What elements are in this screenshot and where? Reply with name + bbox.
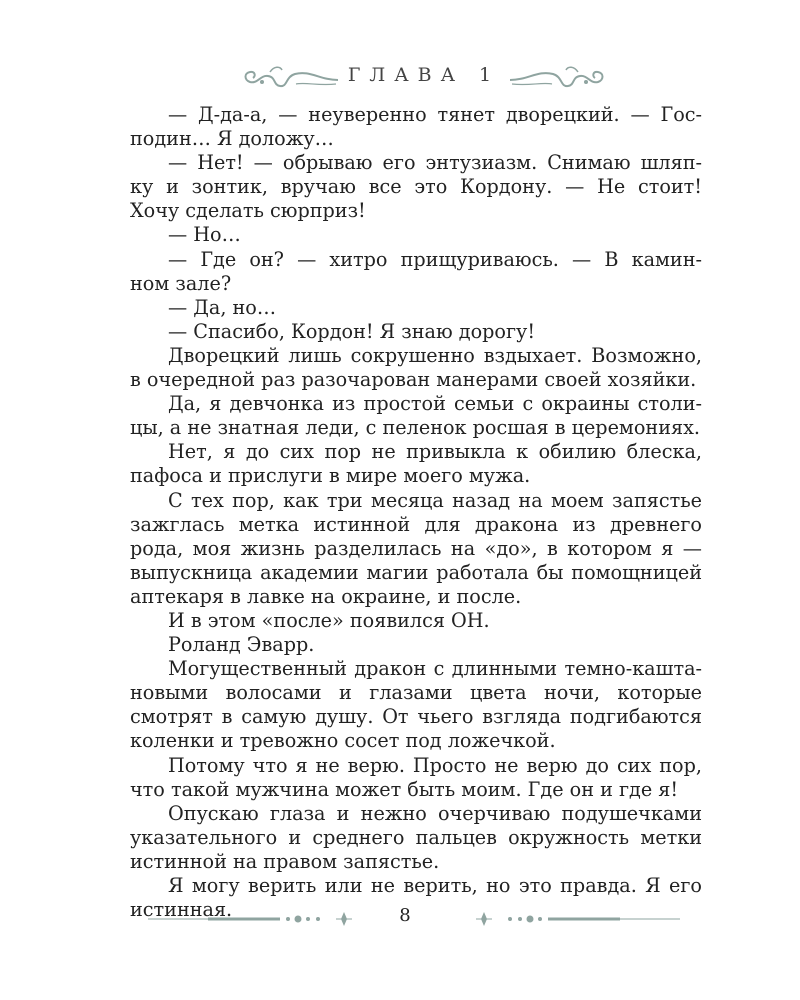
- text-line: что такой мужчина может быть моим. Где он и где я!: [130, 777, 679, 801]
- text-line: Нет, я до сих пор не привыкла к обилию блеска,: [168, 440, 702, 464]
- text-line: цы, а не знатная леди, с пеленок росшая в церемониях.: [130, 416, 701, 440]
- text-line: Хочу сделать сюрприз!: [130, 199, 366, 223]
- text-line: — Д-да-а, — неуверенно тянет дворецкий. — Гос-: [168, 103, 702, 126]
- text-line: — Нет! — обрываю его энтузиазм. Снимаю шляп-: [168, 151, 702, 175]
- text-line: пафоса и прислуги в мире моего мужа.: [130, 464, 531, 488]
- text-line: смотрят в самую душу. От чьего взгляда подгибаются: [130, 705, 702, 729]
- text-line: С тех пор, как три месяца назад на моем запястье: [168, 488, 702, 512]
- chapter-header: [0, 58, 800, 98]
- text-line: истинной на правом запястье.: [130, 849, 440, 873]
- page-number: 8: [399, 905, 411, 926]
- text-line: в очередной раз разочарован манерами своей хозяйки.: [130, 368, 697, 392]
- text-line: истинная.: [130, 898, 233, 922]
- text-line: подин… Я доложу…: [130, 127, 334, 151]
- text-line: И в этом «после» появился ОН.: [168, 608, 490, 632]
- text-line: ку и зонтик, вручаю все это Кордону. — Не стоит!: [130, 175, 702, 199]
- left-footer-ornament-icon: [148, 911, 358, 927]
- text-line: Могущественный дракон с длинными темно-кашта-: [168, 657, 702, 681]
- text-line: ном зале?: [130, 271, 232, 295]
- right-footer-ornament-icon: [470, 911, 680, 927]
- text-line: Потому что я не верю. Просто не верю до сих пор,: [168, 753, 702, 777]
- chapter-title: ГЛАВА 1: [347, 64, 501, 86]
- text-line: выпускница академии магии работала бы помощницей: [130, 560, 702, 584]
- text-line: коленки и тревожно сосет под ложечкой.: [130, 729, 556, 753]
- text-line: рода, моя жизнь разделилась на «до», в котором я —: [130, 536, 702, 560]
- text-line: новыми волосами и глазами цвета ночи, которые: [130, 681, 702, 705]
- text-line: — Спасибо, Кордон! Я знаю дорогу!: [168, 319, 536, 343]
- page-body-text: [130, 103, 702, 922]
- text-line: Дворецкий лишь сокрушенно вздыхает. Возможно,: [168, 343, 702, 367]
- text-line: Да, я девчонка из простой семьи с окраины столи-: [168, 392, 702, 416]
- page-footer: [0, 905, 800, 935]
- text-line: аптекаря в лавке на окраине, и после.: [130, 584, 522, 608]
- text-line: Роланд Эварр.: [168, 633, 315, 657]
- text-line: Опускаю глаза и нежно очерчиваю подушечками: [168, 801, 702, 825]
- text-line: Я могу верить или не верить, но это правда. Я его: [168, 874, 702, 897]
- text-line: — Где он? — хитро прищуриваюсь. — В камин-: [168, 247, 702, 271]
- text-line: — Но…: [168, 223, 241, 247]
- text-line: указательного и среднего пальцев окружность метки: [130, 825, 702, 849]
- text-line: — Да, но…: [168, 295, 277, 319]
- left-flourish-ornament-icon: [240, 60, 340, 96]
- right-flourish-ornament-icon: [508, 60, 608, 96]
- text-line: зажглась метка истинной для дракона из древнего: [130, 512, 702, 536]
